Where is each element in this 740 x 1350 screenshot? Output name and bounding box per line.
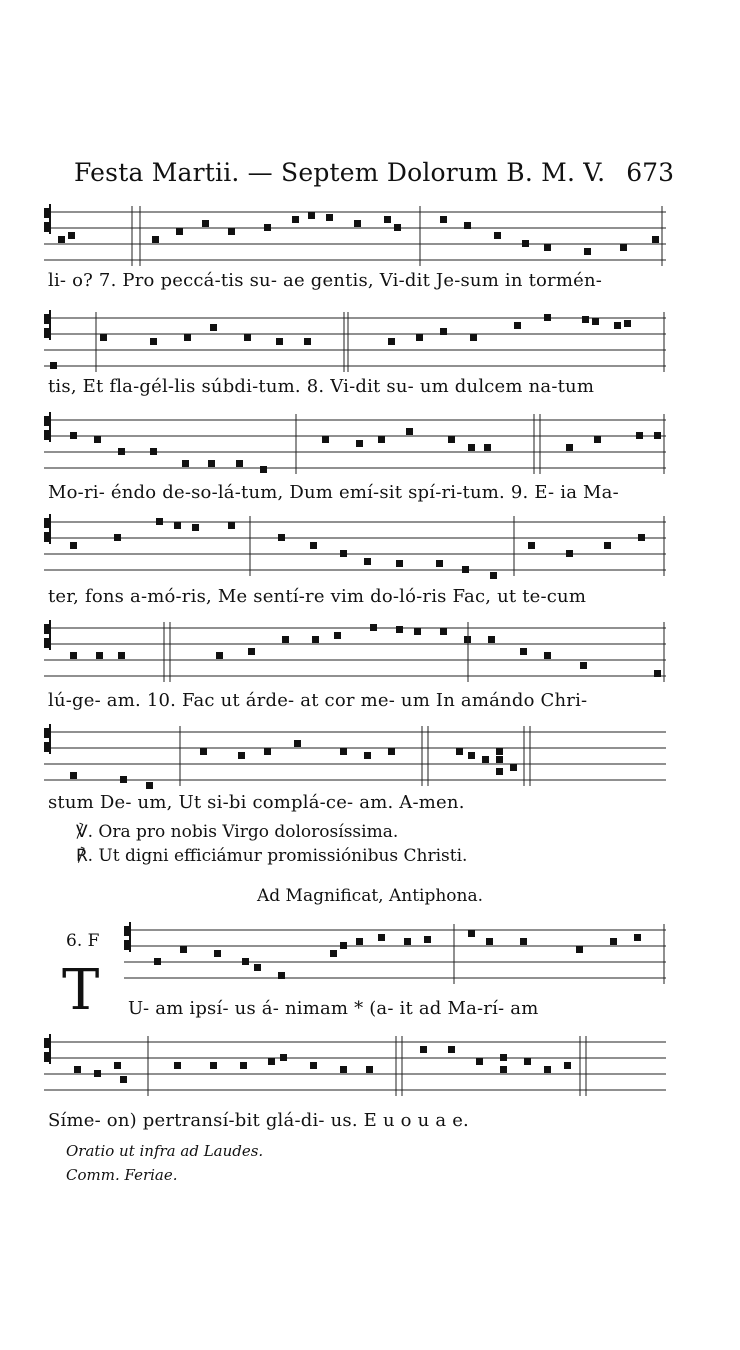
mode-label: 6. F [66,931,100,951]
antiphon-heading: Ad Magnificat, Antiphona. [256,886,484,906]
lyric-line-6: stum De- um, Ut si-bi complá-ce- am. A-men. [48,792,465,813]
staff-notation [44,720,666,784]
versicle-text: ℣. Ora pro nobis Virgo dolorosíssima. [76,822,399,842]
response-text: ℟. Ut digni efficiámur promissiónibus Christi. [76,846,468,866]
rubric-comm: Comm. Feriae. [66,1166,178,1184]
staff-notation [124,918,666,982]
drop-initial: T [62,958,100,1023]
staff-notation [44,1030,666,1094]
lyric-line-2: tis, Et fla-gél-lis súbdi-tum. 8. Vi-dit su- um dulcem na-tum [48,376,595,397]
rubric-oratio: Oratio ut infra ad Laudes. [66,1142,264,1160]
antiphon-lyric-line-1: U- am ipsí- us á- nimam * (a- it ad Ma-rí- am [128,998,539,1019]
music-staff-2 [44,306,666,370]
staff-notation [44,616,666,680]
page-header [74,158,674,194]
music-staff-1 [44,200,666,264]
staff-notation [44,510,666,574]
lyric-line-3: Mo-ri- éndo de-so-lá-tum, Dum emí-sit spí-ri-tum. 9. E- ia Ma- [48,482,619,503]
lyric-line-4: ter, fons a-mó-ris, Me sentí-re vim do-ló-ris Fac, ut te-cum [48,586,587,607]
staff-notation [44,200,666,264]
music-staff-7 [124,918,666,982]
lyric-line-1: li- o? 7. Pro peccá-tis su- ae gentis, Vi-dit Je-sum in tormén- [48,270,603,291]
antiphon-lyric-line-2: Síme- on) pertransí-bit glá-di- us. E u o u a e. [48,1110,469,1131]
music-staff-5 [44,616,666,680]
page-number: 673 [626,158,674,187]
music-staff-6 [44,720,666,784]
lyric-line-5: lú-ge- am. 10. Fac ut árde- at cor me- um In amándo Chri- [48,690,588,711]
music-staff-4 [44,510,666,574]
staff-notation [44,306,666,370]
music-staff-8 [44,1030,666,1094]
music-staff-3 [44,408,666,472]
staff-notation [44,408,666,472]
page-title: Festa Martii. — Septem Dolorum B. M. V. [74,158,606,187]
